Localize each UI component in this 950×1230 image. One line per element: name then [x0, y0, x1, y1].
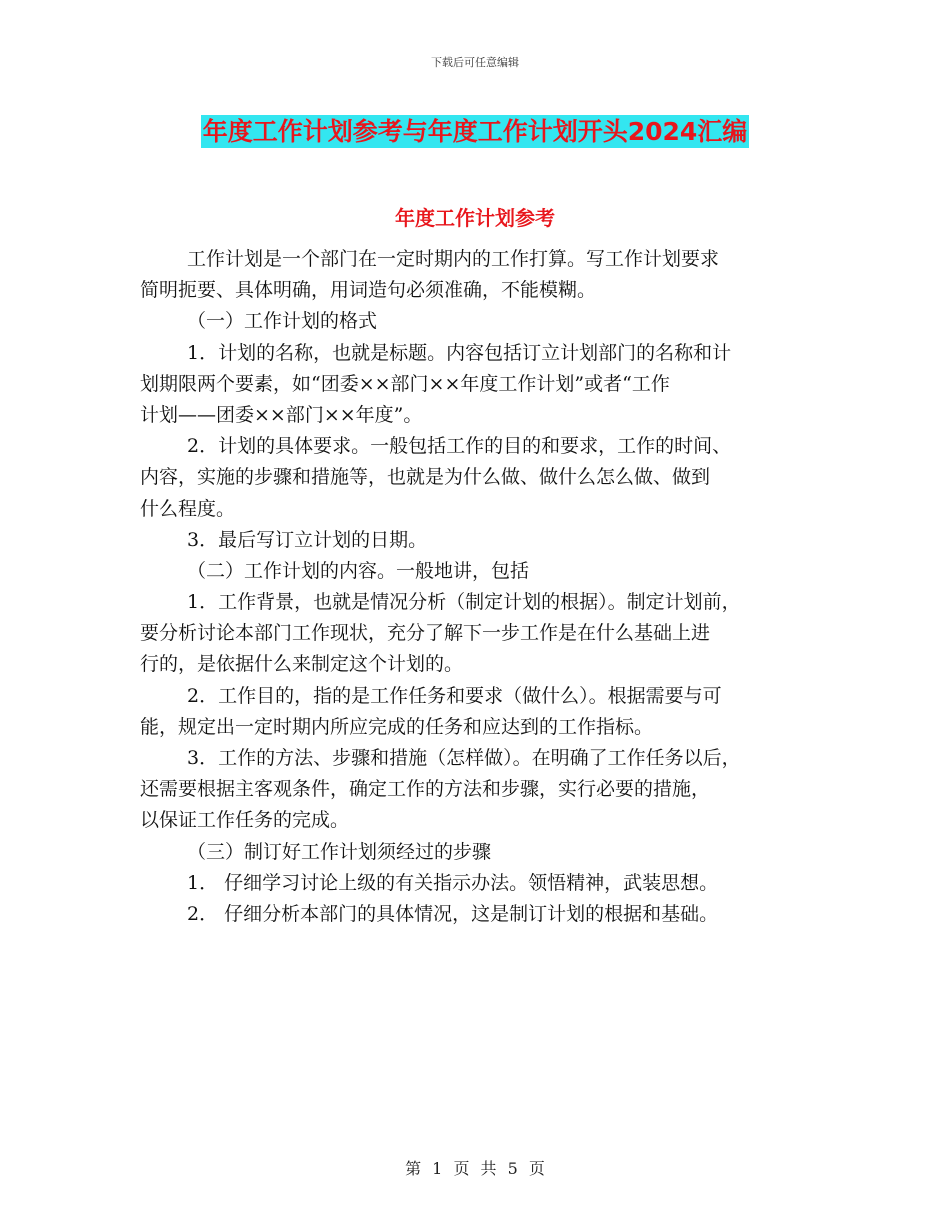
page-header: 下载后可任意编辑: [431, 56, 519, 69]
body-line: 行的，是依据什么来制定这个计划的。: [140, 653, 464, 676]
body-line: 什么程度。: [140, 497, 236, 520]
body-line: 2． 仔细分析本部门的具体情况，这是制订计划的根据和基础。: [187, 902, 719, 925]
body-line: 能，规定出一定时期内所应完成的任务和应达到的工作指标。: [140, 715, 654, 738]
body-line: （三）制订好工作计划须经过的步骤: [187, 840, 492, 863]
body-line: （二）工作计划的内容。一般地讲，包括: [187, 559, 530, 582]
body-line: 3．工作的方法、步骤和措施（怎样做）。在明确了工作任务以后，: [187, 747, 741, 769]
body-line: 还需要根据主客观条件，确定工作的方法和步骤，实行必要的措施，: [140, 778, 711, 801]
body-line: 1．计划的名称，也就是标题。内容包括订立计划部门的名称和计: [187, 341, 732, 364]
page-footer: 第 1 页 共 5 页: [405, 1159, 545, 1178]
body-line: 要分析讨论本部门工作现状，充分了解下一步工作是在什么基础上进: [140, 622, 711, 645]
body-text: [140, 244, 830, 930]
body-line: 工作计划是一个部门在一定时期内的工作打算。写工作计划要求: [187, 248, 720, 270]
document-title: 年度工作计划参考与年度工作计划开头2024汇编: [202, 117, 748, 146]
body-line: 2．计划的具体要求。一般包括工作的目的和要求，工作的时间、: [187, 435, 732, 458]
body-line: 划期限两个要素，如“团委××部门××年度工作计划”或者“工作: [140, 372, 670, 395]
body-line: 简明扼要、具体明确，用词造句必须准确，不能模糊。: [140, 279, 597, 302]
body-line: 以保证工作任务的完成。: [140, 809, 350, 832]
body-line: 3．最后写订立计划的日期。: [187, 528, 428, 551]
body-line: 1．工作背景，也就是情况分析（制定计划的根据）。制定计划前，: [187, 591, 741, 614]
body-line: 内容，实施的步骤和措施等，也就是为什么做、做什么怎么做、做到: [140, 466, 711, 489]
body-line: 计划——团委××部门××年度”。: [140, 403, 423, 426]
body-line: （一）工作计划的格式: [187, 310, 378, 333]
document-title-block: [0, 112, 950, 148]
section-title: 年度工作计划参考: [395, 206, 555, 230]
body-line: 1． 仔细学习讨论上级的有关指示办法。领悟精神，武装思想。: [187, 871, 719, 894]
body-line: 2．工作目的，指的是工作任务和要求（做什么）。根据需要与可: [187, 684, 722, 707]
